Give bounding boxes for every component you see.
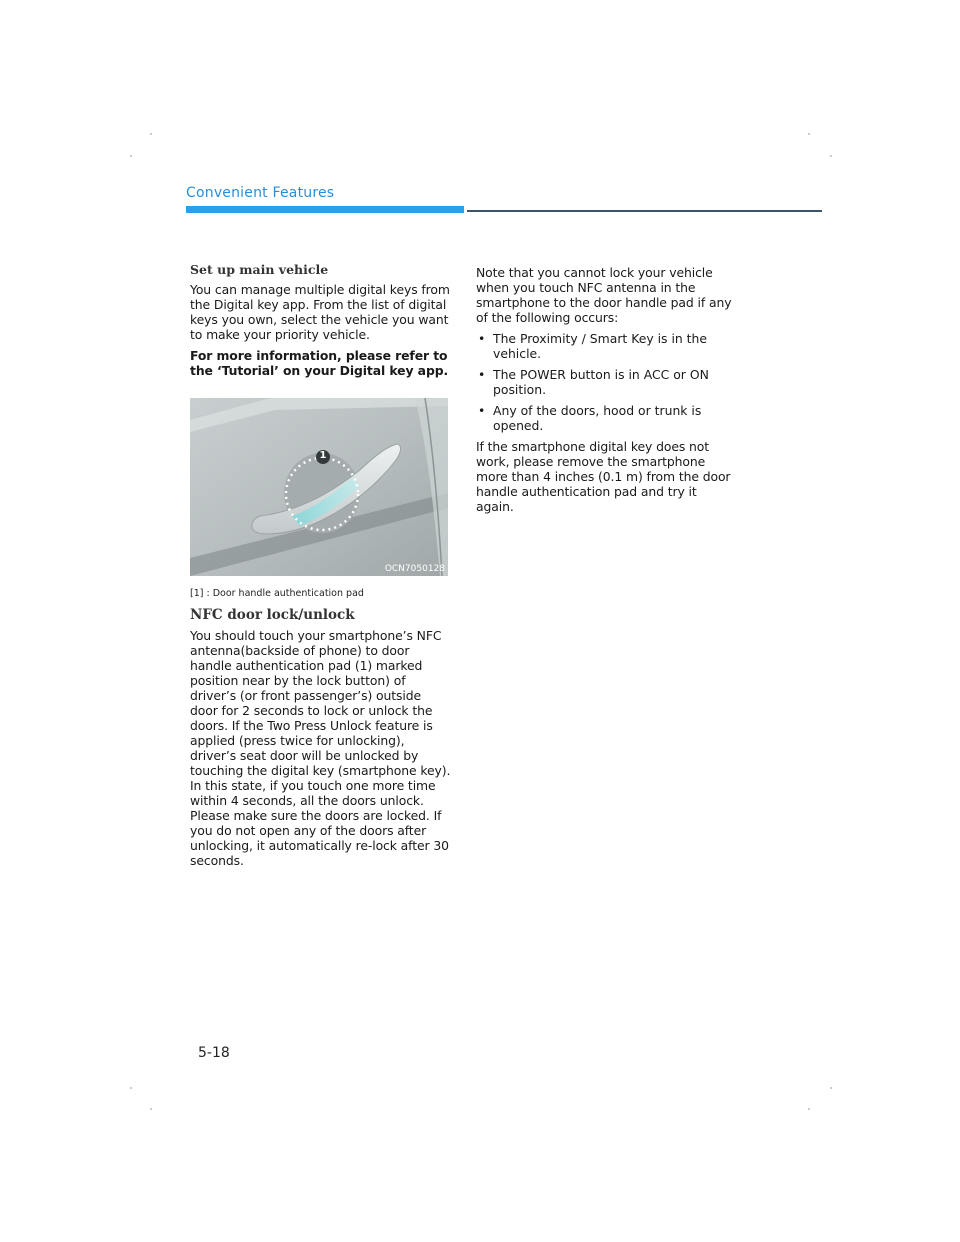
left-column (190, 262, 452, 874)
crop-mark (830, 155, 832, 157)
crop-mark (150, 1108, 152, 1110)
paragraph-nfc: You should touch your smartphone’s NFC antenna(backside of phone) to door handle authentication pad (1) marked position near by the lock button) of driver’s (or front passenger’s) outside door for 2 seconds to lock or unlock the doors. If the Two Press Unlock feature is applied (press twice for unlocking), driver’s seat door will be unlocked by touching the digital key (smartphone key). In this state, if you touch one more time within 4 seconds, all the doors unlock. Please make sure the doors are locked. If you do not open any of the doors after unlocking, it automatically re-lock after 30 seconds. (190, 628, 451, 868)
crop-mark (830, 1087, 832, 1089)
figure-code: OCN7050128 (384, 564, 445, 574)
section-title-nfc: NFC door lock/unlock (190, 607, 355, 623)
right-column (476, 265, 738, 520)
section-header-title: Convenient Features (186, 185, 335, 201)
figure-caption: [1] : Door handle authentication pad (190, 588, 364, 599)
door-handle-illustration (190, 398, 448, 576)
list-item: • Any of the doors, hood or trunk is opened. (476, 403, 738, 433)
paragraph-main-vehicle: You can manage multiple digital keys from the Digital key app. From the list of digital keys you own, select the vehicle you want to make your priority vehicle. (190, 282, 450, 342)
crop-mark (130, 1087, 132, 1089)
section-title-main-vehicle: Set up main vehicle (190, 262, 329, 277)
page-number: 5-18 (198, 1045, 230, 1061)
conditions-list (476, 331, 738, 433)
crop-mark (150, 133, 152, 135)
figure-callout-number: 1 (319, 450, 327, 461)
list-item: • The POWER button is in ACC or ON position. (476, 367, 738, 397)
paragraph-lock-conditions: Note that you cannot lock your vehicle when you touch NFC antenna in the smartphone to the door handle pad if any of the following occurs: (476, 265, 732, 325)
paragraph-tutorial-note: For more information, please refer to the ‘Tutorial’ on your Digital key app. (190, 348, 449, 378)
paragraph-troubleshoot: If the smartphone digital key does not work, please remove the smartphone more than 4 inches (0.1 m) from the door handle authentication pad and try it again. (476, 439, 731, 514)
header-rule-accent (186, 206, 464, 213)
door-handle-figure (190, 398, 448, 576)
header-rule-thin (467, 210, 822, 212)
crop-mark (808, 133, 810, 135)
crop-mark (808, 1108, 810, 1110)
list-item: • The Proximity / Smart Key is in the vehicle. (476, 331, 738, 361)
crop-mark (130, 155, 132, 157)
